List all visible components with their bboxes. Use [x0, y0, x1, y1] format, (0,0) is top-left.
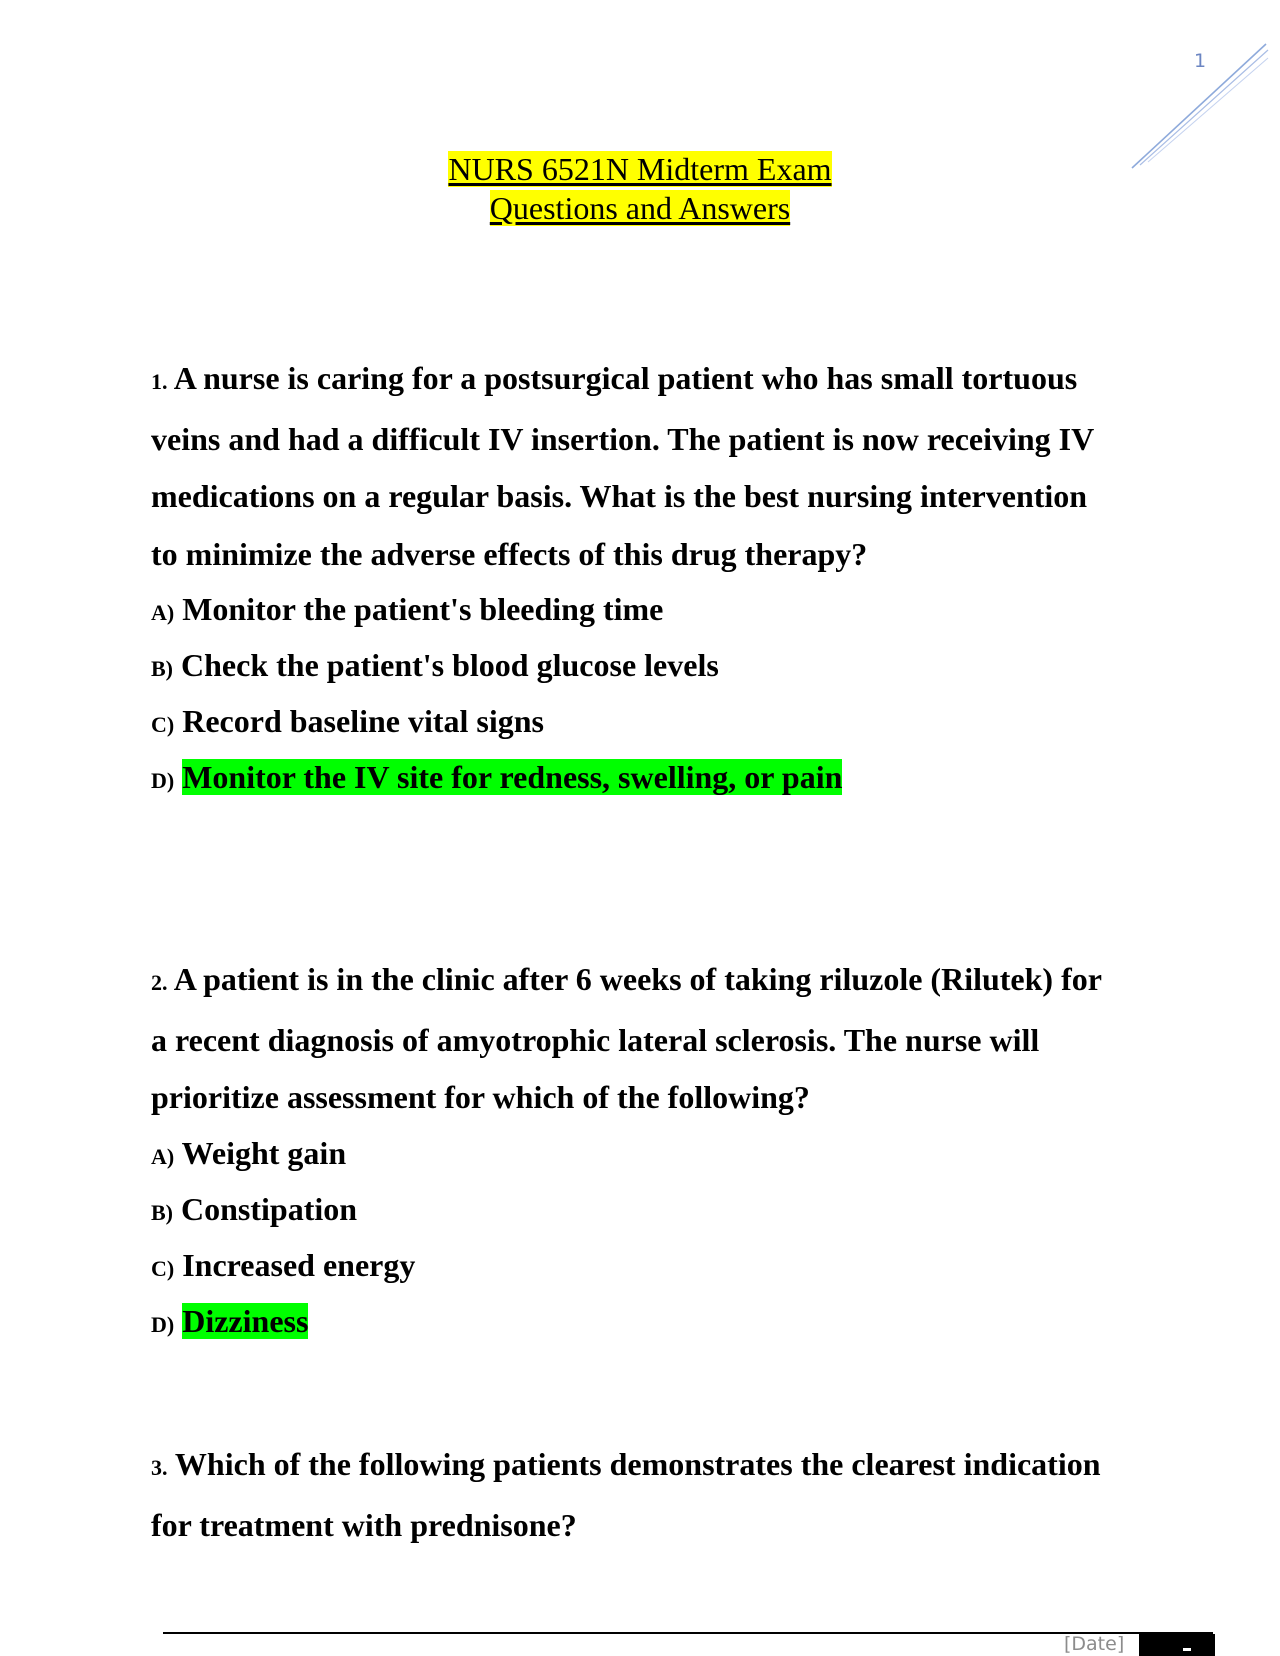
- option-letter: A): [151, 600, 175, 625]
- question-number: 3.: [151, 1455, 168, 1480]
- footer-date: [Date]: [1064, 1633, 1125, 1655]
- option-d: [151, 1295, 1111, 1351]
- option-letter: B): [151, 656, 173, 681]
- option-a: [151, 583, 1111, 639]
- question-2: [151, 951, 1111, 1351]
- option-d: [151, 751, 1111, 807]
- option-b: [151, 1183, 1111, 1239]
- option-letter: D): [151, 768, 175, 793]
- option-c: [151, 1239, 1111, 1295]
- option-text: Constipation: [181, 1190, 358, 1227]
- page-number: 1: [1194, 50, 1207, 72]
- title-line-1: NURS 6521N Midterm Exam: [448, 151, 832, 187]
- footer-page-block: [1139, 1634, 1215, 1656]
- document-title: [0, 150, 1280, 228]
- footer-divider: [163, 1632, 1213, 1634]
- option-text: Check the patient's blood glucose levels: [181, 647, 719, 683]
- option-letter: B): [151, 1199, 173, 1225]
- option-letter: C): [151, 1255, 175, 1281]
- option-letter: C): [151, 712, 175, 737]
- option-c: [151, 695, 1111, 751]
- option-letter: D): [151, 1311, 175, 1337]
- option-text: Monitor the patient's bleeding time: [182, 591, 664, 627]
- option-b: [151, 639, 1111, 695]
- option-text: Record baseline vital signs: [182, 703, 544, 739]
- option-text: Weight gain: [181, 1134, 347, 1171]
- question-3: [151, 1436, 1111, 1554]
- question-text: A nurse is caring for a postsurgical patient who has small tortuous veins and had a difficult IV insertion. The patient is now receiving IV medications on a regular basis. What is the best nursing intervention to minimize the adverse effects of this drug therapy?: [151, 360, 1094, 572]
- correct-answer-text: Monitor the IV site for redness, swelling, or pain: [182, 759, 843, 795]
- question-text: A patient is in the clinic after 6 weeks of taking riluzole (Rilutek) for a recent diagnosis of amyotrophic lateral sclerosis. The nurse will prioritize assessment for which of the following?: [151, 961, 1102, 1115]
- question-number: 1.: [151, 369, 168, 394]
- option-letter: A): [151, 1143, 175, 1169]
- title-line-2: Questions and Answers: [489, 190, 791, 226]
- question-text: Which of the following patients demonstrates the clearest indication for treatment with prednisone?: [151, 1446, 1101, 1543]
- question-stem: [151, 350, 1111, 583]
- question-stem: [151, 1436, 1111, 1554]
- footer-page-mark: [1183, 1648, 1191, 1651]
- correct-answer-text: Dizziness: [182, 1302, 309, 1339]
- option-a: [151, 1127, 1111, 1183]
- option-text: Increased energy: [182, 1246, 416, 1283]
- question-stem: [151, 951, 1111, 1127]
- question-number: 2.: [151, 970, 168, 995]
- question-1: [151, 350, 1111, 807]
